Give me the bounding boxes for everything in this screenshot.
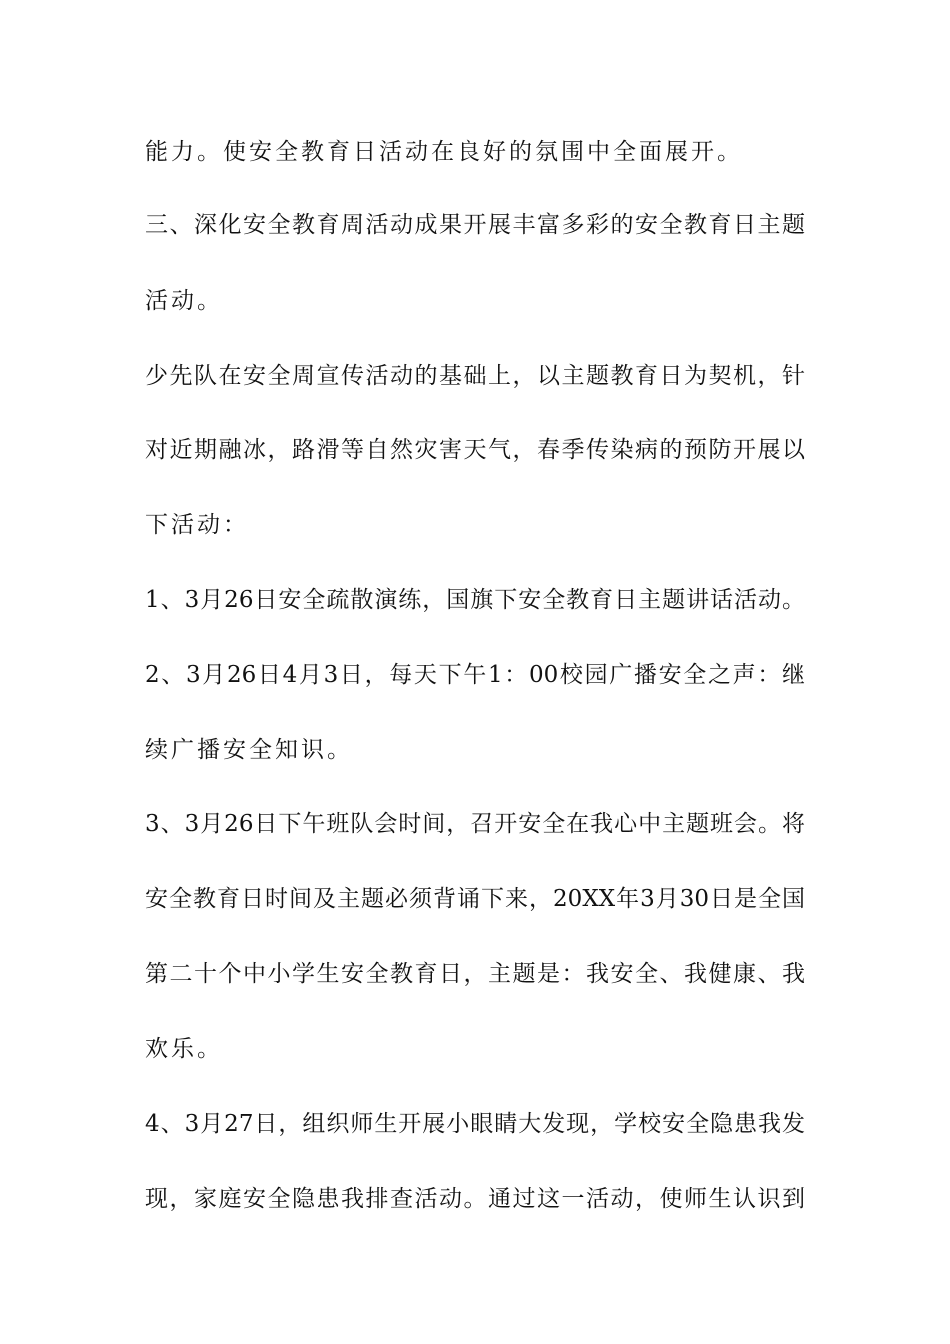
text-line: 1、3月26日安全疏散演练，国旗下安全教育日主题讲话活动。 — [145, 587, 805, 613]
text-line: 4、3月27日，组织师生开展小眼睛大发现，学校安全隐患我发 — [145, 1111, 805, 1137]
text-line: 活动。 — [145, 288, 223, 314]
text-line: 第二十个中小学生安全教育日，主题是：我安全、我健康、我 — [145, 961, 805, 987]
text-line: 下活动： — [145, 512, 249, 538]
text-line: 2、3月26日4月3日，每天下午1：00校园广播安全之声：继 — [145, 662, 805, 688]
text-line: 安全教育日时间及主题必须背诵下来，20XX年3月30日是全国 — [145, 886, 805, 912]
text-line: 对近期融冰，路滑等自然灾害天气，春季传染病的预防开展以 — [145, 437, 805, 463]
text-line: 能力。使安全教育日活动在良好的氛围中全面展开。 — [145, 139, 743, 165]
text-line: 3、3月26日下午班队会时间，召开安全在我心中主题班会。将 — [145, 811, 805, 837]
text-line: 少先队在安全周宣传活动的基础上，以主题教育日为契机，针 — [145, 363, 805, 389]
text-line: 现，家庭安全隐患我排查活动。通过这一活动，使师生认识到 — [145, 1186, 805, 1212]
text-line: 三、深化安全教育周活动成果开展丰富多彩的安全教育日主题 — [145, 212, 805, 238]
text-line: 欢乐。 — [145, 1036, 223, 1062]
text-line: 续广播安全知识。 — [145, 737, 353, 763]
